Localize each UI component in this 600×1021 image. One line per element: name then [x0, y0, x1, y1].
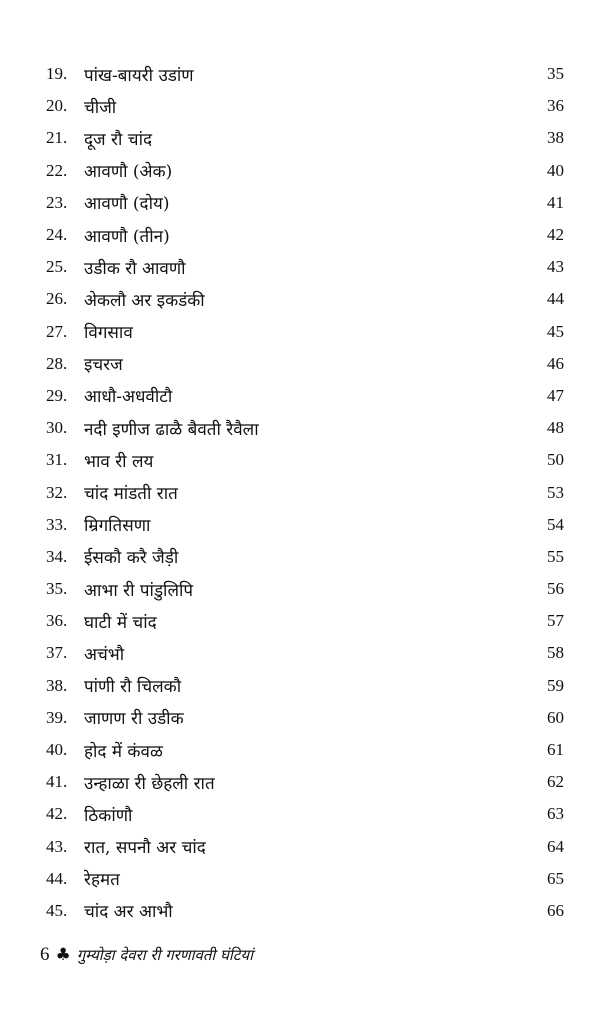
toc-entry-title: ठिकांणौ	[84, 805, 133, 826]
toc-entry	[46, 155, 564, 187]
toc-entry-title: पांख-बायरी उडांण	[84, 65, 194, 86]
toc-entry-number: 29.	[46, 385, 68, 405]
toc-entry-title: भाव री लय	[84, 451, 154, 472]
toc-entry	[46, 509, 564, 541]
toc-entry-page: 53	[547, 482, 564, 502]
toc-entry	[46, 380, 564, 412]
toc-entry-number: 43.	[46, 836, 68, 856]
toc-entry-title: म्रिगतिसणा	[84, 516, 151, 537]
toc-entry-number: 38.	[46, 675, 68, 695]
toc-entry-number: 19.	[46, 64, 68, 84]
toc-entry-title: रात, सपनौ अर चांद	[84, 838, 206, 859]
toc-entry-page: 43	[547, 257, 564, 277]
toc-entry-number: 45.	[46, 900, 68, 920]
toc-entry	[46, 670, 564, 702]
toc-entry-number: 22.	[46, 160, 68, 180]
toc-entry-title: उन्हाळा री छेहली रात	[84, 773, 215, 794]
toc-entry-page: 56	[547, 579, 564, 599]
toc-entry-page: 65	[547, 868, 564, 888]
toc-entry-number: 27.	[46, 321, 68, 341]
toc-entry-page: 44	[547, 289, 564, 309]
toc-entry	[46, 444, 564, 476]
toc-entry-number: 25.	[46, 257, 68, 277]
toc-entry-number: 39.	[46, 707, 68, 727]
toc-entry	[46, 798, 564, 830]
toc-entry-page: 63	[547, 804, 564, 824]
toc-entry-page: 47	[547, 385, 564, 405]
toc-entry-number: 30.	[46, 418, 68, 438]
toc-entry-number: 40.	[46, 740, 68, 760]
toc-entry-title: ईसकौ करै जैड़ी	[84, 548, 179, 569]
toc-entry-number: 28.	[46, 353, 68, 373]
toc-entry-page: 61	[547, 740, 564, 760]
toc-entry-number: 41.	[46, 772, 68, 792]
toc-entry-number: 35.	[46, 579, 68, 599]
toc-entry-page: 57	[547, 611, 564, 631]
toc-entry-title: उडीक रौ आवणौ	[84, 258, 186, 279]
page-footer	[40, 944, 253, 966]
toc-entry	[46, 412, 564, 444]
toc-entry	[46, 734, 564, 766]
toc-entry	[46, 637, 564, 669]
toc-entry	[46, 476, 564, 508]
toc-entry-number: 24.	[46, 225, 68, 245]
toc-entry-title: इचरज	[84, 355, 123, 376]
toc-entry-title: अचंभौ	[84, 644, 125, 665]
toc-entry	[46, 766, 564, 798]
toc-entry	[46, 187, 564, 219]
toc-entry	[46, 122, 564, 154]
book-title: गुम्योड़ा देवरा री गरणावती घंटियां	[76, 946, 253, 964]
toc-entry-page: 60	[547, 707, 564, 727]
toc-entry-number: 36.	[46, 611, 68, 631]
table-of-contents	[46, 58, 564, 927]
toc-entry-page: 46	[547, 353, 564, 373]
toc-entry-title: विगसाव	[84, 323, 133, 344]
toc-entry-page: 58	[547, 643, 564, 663]
page-number: 6	[40, 944, 50, 965]
toc-entry	[46, 251, 564, 283]
toc-entry-page: 42	[547, 225, 564, 245]
toc-entry-number: 37.	[46, 643, 68, 663]
toc-entry	[46, 316, 564, 348]
toc-entry-title: जाणण री उडीक	[84, 709, 184, 730]
toc-entry-page: 38	[547, 128, 564, 148]
toc-entry-title: नदी इणीज ढाळै बैवती रैवैला	[84, 419, 259, 440]
toc-entry-page: 55	[547, 546, 564, 566]
toc-entry-title: अेकलौ अर इकडंकी	[84, 290, 205, 311]
toc-entry-page: 48	[547, 418, 564, 438]
toc-entry-page: 59	[547, 675, 564, 695]
toc-entry-number: 20.	[46, 96, 68, 116]
toc-entry-number: 32.	[46, 482, 68, 502]
toc-entry-page: 64	[547, 836, 564, 856]
toc-entry-title: आधौ-अधवीटौ	[84, 387, 173, 408]
toc-entry-title: दूज रौ चांद	[84, 129, 153, 150]
club-suit-icon: ♣	[55, 944, 71, 965]
toc-entry-page: 50	[547, 450, 564, 470]
toc-entry	[46, 895, 564, 927]
toc-entry	[46, 831, 564, 863]
toc-entry-number: 44.	[46, 868, 68, 888]
toc-entry	[46, 702, 564, 734]
toc-entry-page: 62	[547, 772, 564, 792]
toc-entry	[46, 541, 564, 573]
toc-entry-title: आवणौ (अेक)	[84, 162, 173, 183]
toc-entry-number: 23.	[46, 192, 68, 212]
toc-entry-number: 34.	[46, 546, 68, 566]
toc-entry-title: होद में कंवळ	[84, 741, 163, 762]
toc-entry-number: 33.	[46, 514, 68, 534]
toc-entry-page: 41	[547, 192, 564, 212]
toc-entry-page: 36	[547, 96, 564, 116]
toc-entry-number: 42.	[46, 804, 68, 824]
toc-entry	[46, 863, 564, 895]
toc-entry-title: रेहमत	[84, 870, 120, 891]
toc-entry-title: आभा री पांडुलिपि	[84, 580, 194, 601]
toc-entry-page: 45	[547, 321, 564, 341]
toc-entry	[46, 573, 564, 605]
toc-entry-number: 21.	[46, 128, 68, 148]
toc-entry-title: चांद अर आभौ	[84, 902, 173, 923]
toc-entry	[46, 605, 564, 637]
toc-entry-page: 35	[547, 64, 564, 84]
toc-entry-page: 66	[547, 900, 564, 920]
toc-entry-title: आवणौ (दोय)	[84, 194, 170, 215]
toc-entry	[46, 348, 564, 380]
toc-entry-title: चीजी	[84, 97, 117, 118]
toc-entry	[46, 283, 564, 315]
toc-entry	[46, 219, 564, 251]
toc-entry-title: घाटी में चांद	[84, 612, 157, 633]
toc-entry	[46, 90, 564, 122]
toc-entry	[46, 58, 564, 90]
toc-entry-number: 26.	[46, 289, 68, 309]
toc-entry-title: चांद मांडती रात	[84, 484, 178, 505]
toc-entry-number: 31.	[46, 450, 68, 470]
toc-entry-page: 54	[547, 514, 564, 534]
toc-entry-title: पांणी रौ चिलकौ	[84, 677, 182, 698]
toc-entry-page: 40	[547, 160, 564, 180]
toc-entry-title: आवणौ (तीन)	[84, 226, 170, 247]
